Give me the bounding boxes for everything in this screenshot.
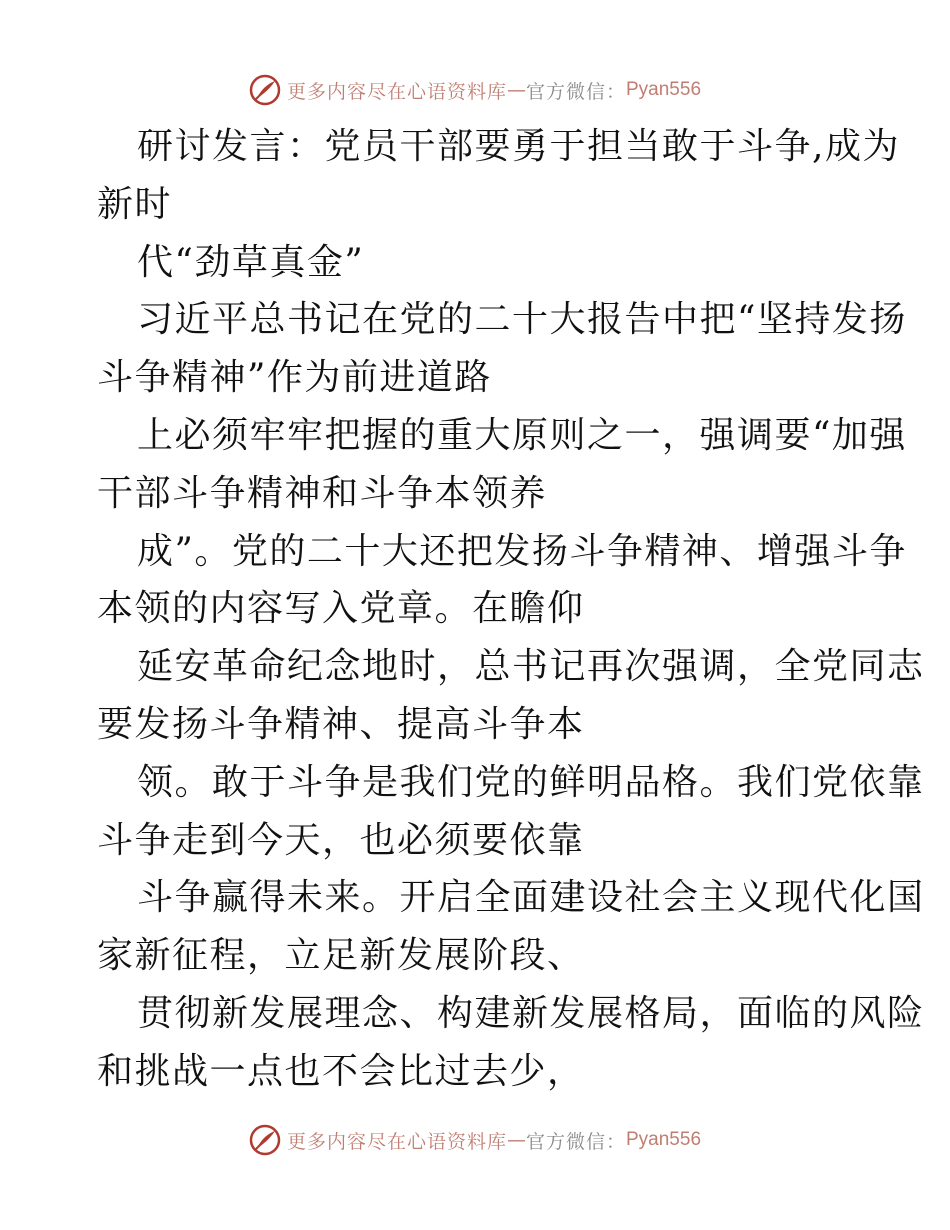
watermark-wechat-label: 官方微信： (525, 80, 626, 103)
footer-watermark (0, 1120, 950, 1160)
paragraph-line: 成”。党的二十大还把发扬斗争精神、增强斗争 (137, 530, 907, 572)
paragraph-line: 本领的内容写入党章。在瞻仰 (97, 588, 585, 630)
paragraph-line: 习近平总书记在党的二十大报告中把“坚持发扬 (137, 299, 907, 341)
paragraph-line: 斗争精神”作为前进道路 (97, 357, 492, 399)
watermark-wechat-id: Pyan556 (626, 79, 702, 100)
document-title-line-3: 代“劲草真金” (137, 241, 365, 283)
document-title-line-2: 新时 (97, 183, 173, 225)
watermark-promo-text: 更多内容尽在心语资料库 (286, 1130, 507, 1153)
watermark-dash: — (506, 1129, 526, 1151)
document-title-line-1: 研讨发言：党员干部要勇于担当敢于斗争,成为 (137, 126, 900, 167)
paragraph-line: 贯彻新发展理念、构建新发展格局，面临的风险 (137, 992, 925, 1034)
paragraph-line: 斗争走到今天，也必须要依靠 (97, 819, 585, 861)
watermark-wechat-label: 官方微信： (525, 1130, 626, 1153)
document-body (97, 118, 925, 1101)
paragraph-line: 上必须牢牢把握的重大原则之一，强调要“加强 (137, 414, 907, 456)
paragraph-line: 要发扬斗争精神、提高斗争本 (97, 703, 585, 745)
watermark-dash: — (506, 79, 526, 101)
paragraph-line: 延安革命纪念地时，总书记再次强调，全党同志 (137, 646, 925, 688)
watermark-wechat-id: Pyan556 (626, 1129, 702, 1150)
quill-seal-icon (249, 1124, 281, 1156)
paragraph-line: 领。敢于斗争是我们党的鲜明品格。我们党依靠 (137, 761, 925, 803)
header-watermark (0, 70, 950, 110)
paragraph-line: 干部斗争精神和斗争本领养 (97, 472, 548, 514)
paragraph-line: 斗争赢得未来。开启全面建设社会主义现代化国 (137, 877, 925, 919)
paragraph-line: 家新征程，立足新发展阶段、 (97, 935, 585, 977)
watermark-promo-text: 更多内容尽在心语资料库 (286, 80, 507, 103)
quill-seal-icon (249, 74, 281, 106)
paragraph-line: 和挑战一点也不会比过去少， (97, 1050, 585, 1092)
